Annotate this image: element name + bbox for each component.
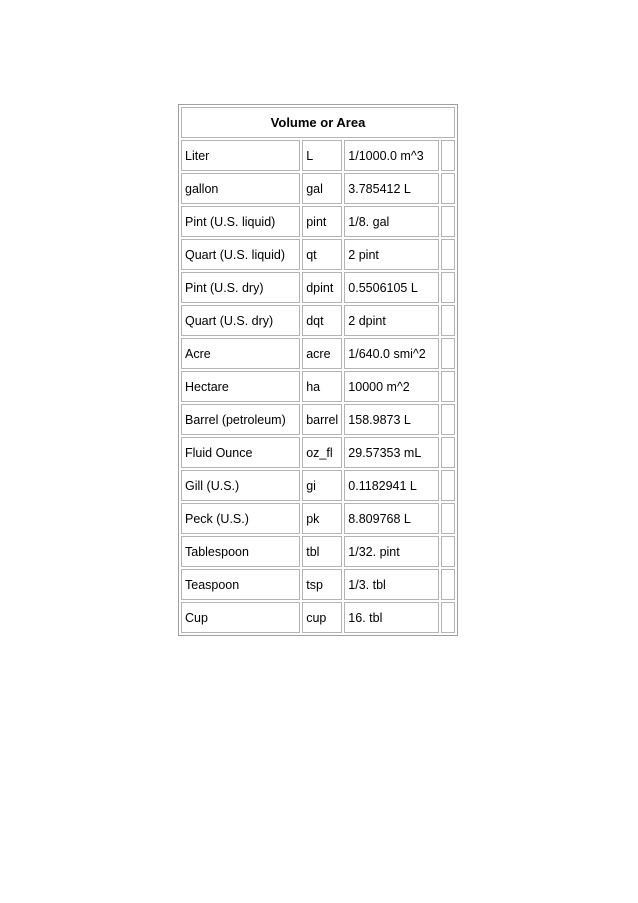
volume-area-units-table [178, 104, 458, 636]
empty-cell [441, 602, 455, 633]
unit-definition-cell: 1/3. tbl [344, 569, 439, 600]
empty-cell [441, 371, 455, 402]
table-row [181, 437, 455, 468]
unit-definition-cell: 1/32. pint [344, 536, 439, 567]
table-row [181, 239, 455, 270]
unit-symbol-cell: ha [302, 371, 342, 402]
unit-name-cell: gallon [181, 173, 300, 204]
unit-definition-cell: 10000 m^2 [344, 371, 439, 402]
empty-cell [441, 272, 455, 303]
unit-name-cell: Hectare [181, 371, 300, 402]
unit-symbol-cell: qt [302, 239, 342, 270]
unit-symbol-cell: gal [302, 173, 342, 204]
units-table-body [181, 107, 455, 633]
unit-definition-cell: 2 dpint [344, 305, 439, 336]
unit-definition-cell: 1/1000.0 m^3 [344, 140, 439, 171]
unit-definition-cell: 158.9873 L [344, 404, 439, 435]
unit-name-cell: Peck (U.S.) [181, 503, 300, 534]
unit-symbol-cell: dpint [302, 272, 342, 303]
unit-name-cell: Pint (U.S. dry) [181, 272, 300, 303]
table-row [181, 206, 455, 237]
unit-symbol-cell: L [302, 140, 342, 171]
unit-symbol-cell: pk [302, 503, 342, 534]
unit-symbol-cell: dqt [302, 305, 342, 336]
unit-name-cell: Gill (U.S.) [181, 470, 300, 501]
unit-definition-cell: 16. tbl [344, 602, 439, 633]
unit-symbol-cell: oz_fl [302, 437, 342, 468]
empty-cell [441, 503, 455, 534]
unit-name-cell: Acre [181, 338, 300, 369]
unit-definition-cell: 1/640.0 smi^2 [344, 338, 439, 369]
table-row [181, 305, 455, 336]
table-row [181, 536, 455, 567]
table-title-row [181, 107, 455, 138]
table-row [181, 602, 455, 633]
unit-name-cell: Pint (U.S. liquid) [181, 206, 300, 237]
unit-symbol-cell: cup [302, 602, 342, 633]
empty-cell [441, 569, 455, 600]
empty-cell [441, 140, 455, 171]
unit-name-cell: Cup [181, 602, 300, 633]
unit-name-cell: Quart (U.S. liquid) [181, 239, 300, 270]
empty-cell [441, 437, 455, 468]
table-row [181, 140, 455, 171]
empty-cell [441, 536, 455, 567]
unit-symbol-cell: tbl [302, 536, 342, 567]
unit-definition-cell: 2 pint [344, 239, 439, 270]
empty-cell [441, 173, 455, 204]
unit-definition-cell: 1/8. gal [344, 206, 439, 237]
unit-name-cell: Quart (U.S. dry) [181, 305, 300, 336]
table-row [181, 338, 455, 369]
unit-symbol-cell: pint [302, 206, 342, 237]
table-row [181, 569, 455, 600]
unit-symbol-cell: acre [302, 338, 342, 369]
unit-definition-cell: 3.785412 L [344, 173, 439, 204]
table-row [181, 173, 455, 204]
unit-symbol-cell: gi [302, 470, 342, 501]
unit-name-cell: Tablespoon [181, 536, 300, 567]
empty-cell [441, 305, 455, 336]
unit-symbol-cell: tsp [302, 569, 342, 600]
empty-cell [441, 470, 455, 501]
table-row [181, 503, 455, 534]
table-row [181, 404, 455, 435]
unit-name-cell: Barrel (petroleum) [181, 404, 300, 435]
unit-definition-cell: 0.1182941 L [344, 470, 439, 501]
unit-definition-cell: 29.57353 mL [344, 437, 439, 468]
table-row [181, 470, 455, 501]
unit-definition-cell: 0.5506105 L [344, 272, 439, 303]
empty-cell [441, 239, 455, 270]
empty-cell [441, 206, 455, 237]
table-row [181, 272, 455, 303]
unit-name-cell: Liter [181, 140, 300, 171]
table-row [181, 371, 455, 402]
unit-name-cell: Fluid Ounce [181, 437, 300, 468]
unit-name-cell: Teaspoon [181, 569, 300, 600]
unit-symbol-cell: barrel [302, 404, 342, 435]
empty-cell [441, 404, 455, 435]
table-title: Volume or Area [181, 107, 455, 138]
empty-cell [441, 338, 455, 369]
unit-definition-cell: 8.809768 L [344, 503, 439, 534]
